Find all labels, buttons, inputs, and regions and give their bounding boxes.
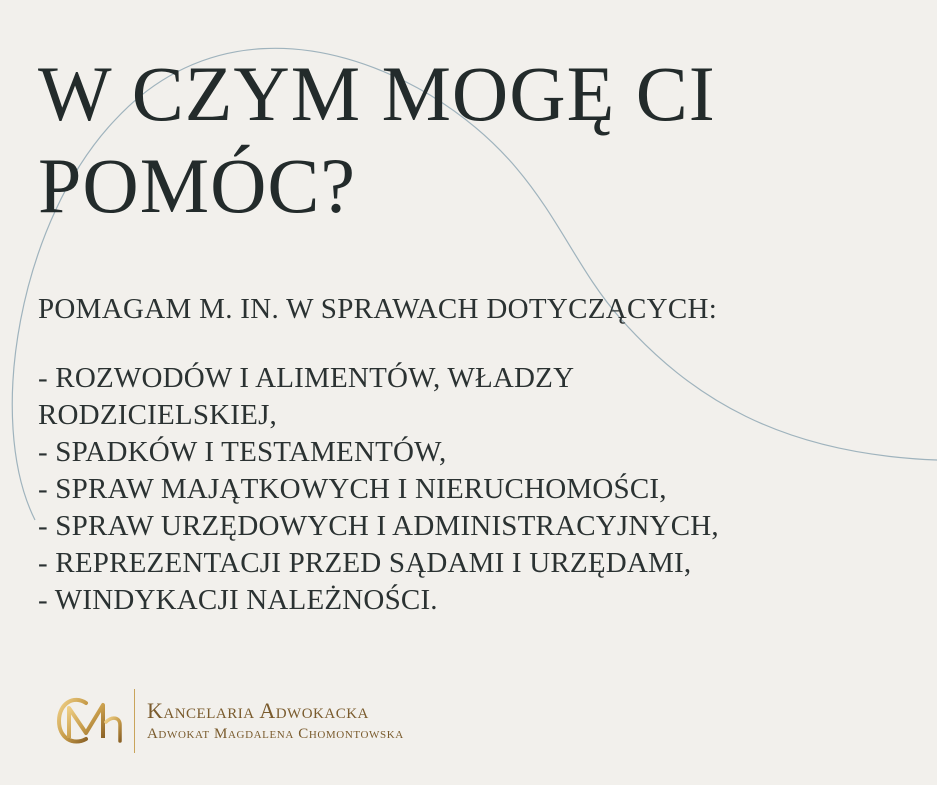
service-item: RODZICIELSKIEJ, [38,399,278,431]
services-list [38,360,898,619]
service-item: - SPRAW URZĘDOWYCH I ADMINISTRACYJNYCH, [38,510,719,542]
service-item: - WINDYKACJI NALEŻNOŚCI. [38,584,438,616]
law-office-logo-icon [52,690,130,752]
brand-name: Kancelaria Adwokacka [147,698,369,723]
service-item: - SPADKÓW I TESTAMENTÓW, [38,436,447,468]
brand-subtitle: Adwokat Magdalena Chomontowska [147,726,404,742]
service-item: - REPREZENTACJI PRZED SĄDAMI I URZĘDAMI, [38,547,692,579]
page-title [38,48,898,232]
page-title-line: W CZYM MOGĘ CI [38,50,716,137]
service-item: - ROZWODÓW I ALIMENTÓW, WŁADZY [38,362,575,394]
intro-text: POMAGAM M. IN. W SPRAWACH DOTYCZĄCYCH: [38,293,718,325]
service-item: - SPRAW MAJĄTKOWYCH I NIERUCHOMOŚCI, [38,473,667,505]
logo-divider [134,689,135,753]
content [38,48,898,619]
brand-text [147,699,404,743]
page-title-line: POMÓC? [38,142,357,229]
svg-text:Mh: Mh [89,751,91,752]
brand-footer [52,688,404,754]
